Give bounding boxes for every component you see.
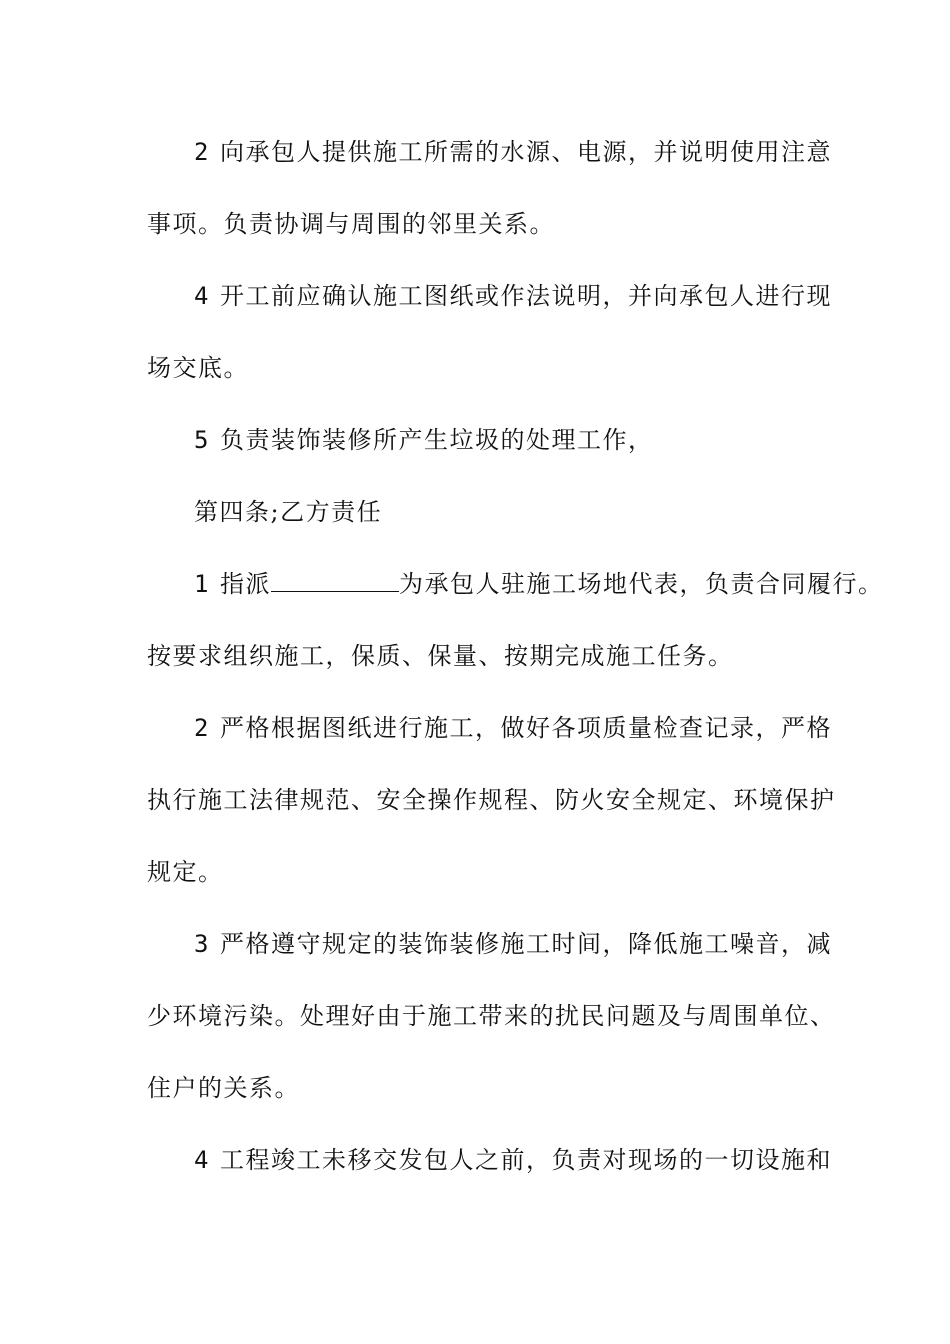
paragraph-line xyxy=(147,1136,832,1208)
line-text: 住户的关系。 xyxy=(147,1074,300,1102)
line-text: 负责装饰装修所产生垃圾的处理工作， xyxy=(219,426,654,454)
item-number: 4 xyxy=(194,1146,210,1174)
paragraph-line xyxy=(147,704,832,776)
line-text: 执行施工法律规范、安全操作规程、防火安全规定、环境保护 xyxy=(147,786,836,814)
paragraph-line xyxy=(147,200,812,272)
item-number: 1 xyxy=(194,570,210,598)
paragraph-line xyxy=(147,128,832,200)
paragraph-line xyxy=(147,560,884,632)
paragraph-line xyxy=(147,776,836,848)
line-text: 指派 xyxy=(219,570,271,598)
paragraph-line xyxy=(147,416,812,488)
line-text: 少环境污染。处理好由于施工带来的扰民问题及与周围单位、 xyxy=(147,1002,836,1030)
item-number: 3 xyxy=(194,930,210,958)
section-heading-text: 第四条;乙方责任 xyxy=(194,498,383,526)
paragraph-line xyxy=(147,272,832,344)
line-text: 按要求组织施工，保质、保量、按期完成施工任务。 xyxy=(147,642,734,670)
document-body xyxy=(147,128,884,1208)
fill-in-blank xyxy=(271,569,399,592)
paragraph-line xyxy=(147,992,836,1064)
paragraph-line xyxy=(147,632,812,704)
paragraph-line xyxy=(147,848,812,920)
line-text: 工程竣工未移交发包人之前，负责对现场的一切设施和 xyxy=(219,1146,832,1174)
line-text: 严格遵守规定的装饰装修施工时间，降低施工噪音，减 xyxy=(219,930,832,958)
line-text: 规定。 xyxy=(147,858,224,886)
line-text: 严格根据图纸进行施工，做好各项质量检查记录，严格 xyxy=(219,714,832,742)
item-number: 5 xyxy=(194,426,210,454)
paragraph-line xyxy=(147,920,832,992)
line-text: 开工前应确认施工图纸或作法说明，并向承包人进行现 xyxy=(219,282,832,310)
paragraph-line xyxy=(147,1064,812,1136)
line-text: 向承包人提供施工所需的水源、电源，并说明使用注意 xyxy=(219,138,832,166)
line-text: 事项。负责协调与周围的邻里关系。 xyxy=(147,210,555,238)
line-text: 为承包人驻施工场地代表，负责合同履行。 xyxy=(398,570,884,598)
item-number: 2 xyxy=(194,138,210,166)
line-text: 场交底。 xyxy=(147,354,249,382)
item-number: 4 xyxy=(194,282,210,310)
section-heading xyxy=(147,488,812,560)
item-number: 2 xyxy=(194,714,210,742)
paragraph-line xyxy=(147,344,812,416)
